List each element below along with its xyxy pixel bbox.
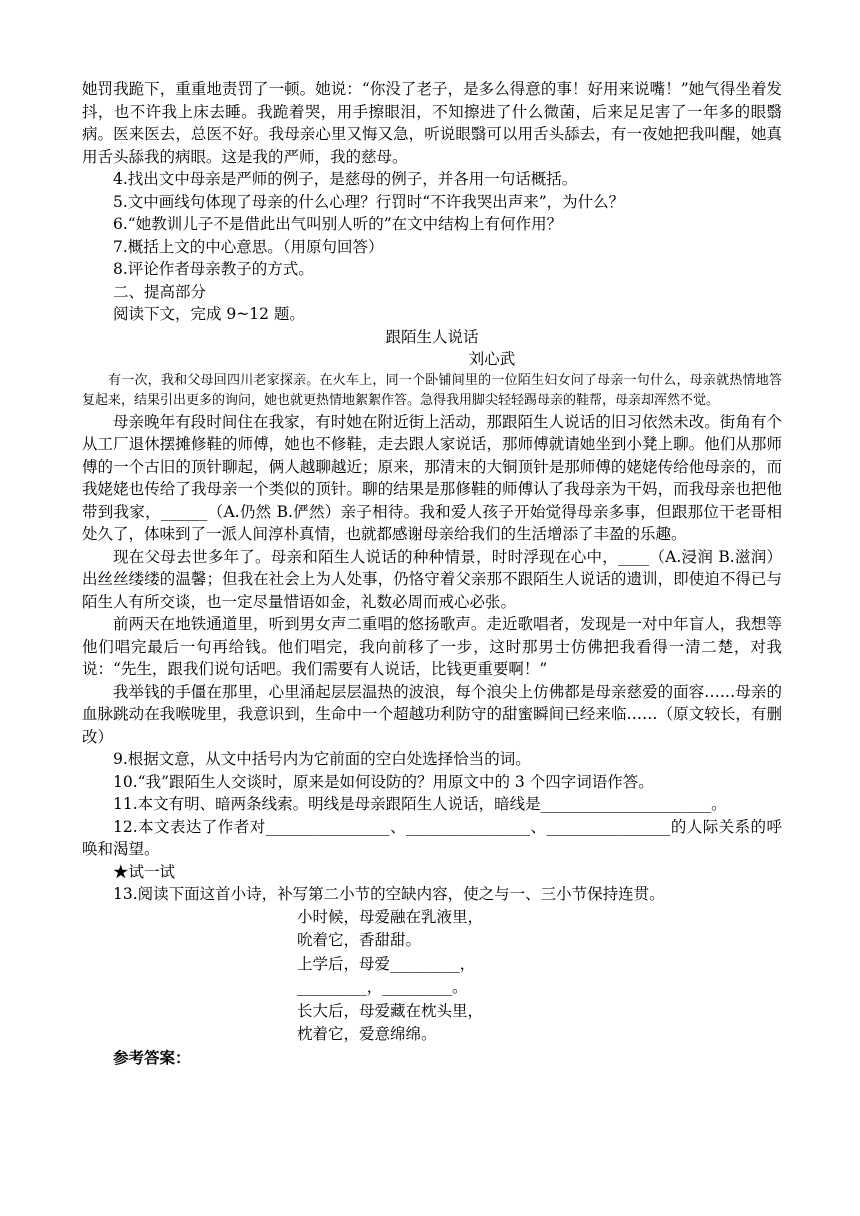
poem-line: 长大后，母爱藏在枕头里， — [297, 1001, 484, 1020]
question-13: 13.阅读下面这首小诗，补写第二小节的空缺内容，使之与一、三小节保持连贯。 — [113, 885, 665, 903]
question-6: 6.“她教训儿子不是借此出气叫别人听的”在文中结构上有何作用？ — [113, 215, 563, 233]
poem-line: 吮着它，香甜甜。 — [297, 931, 422, 949]
answer-heading: 参考答案： — [113, 1047, 191, 1067]
passage-paragraph: 她罚我跪下，重重地责罚了一顿。她说：“你没了老子，是多么得意的事！好用来说嘴！”她气得坐着发抖，也不许我上床去睡。我跪着哭，用手擦眼泪，不知擦进了什么微菌，后来足足害了一年多的眼翳病。医来医去，总医不好。我母亲心里又悔又急，听说眼翳可以用舌头舔去，有一夜她把我叫醒，她真用舌头舔我的病眼。这是我的严师，我的慈母。 — [82, 80, 782, 166]
question-4: 4.找出文中母亲是严师的例子，是慈母的例子，并各用一句话概括。 — [113, 170, 578, 188]
question-9: 9.根据文意，从文中括号内为它前面的空白处选择恰当的词。 — [113, 750, 531, 768]
article-paragraph: 现在父母去世多年了。母亲和陌生人说话的种种情景，时时浮现在心中，____（A.浸润 B.滋润）出丝丝缕缕的温馨；但我在社会上为人处事，仍恪守着父亲那不跟陌生人说话的遗训，即使迫不得已与陌生人有所交谈，也一定尽量惜语如金，礼数必周而戒心必张。 — [82, 547, 782, 611]
question-11: 11.本文有明、暗两条线索。明线是母亲跟陌生人说话，暗线是______________________。 — [113, 795, 727, 813]
poem-line: 小时候，母爱融在乳液里， — [297, 907, 484, 926]
question-12: 12.本文表达了作者对________________、________________、________________的人际关系的呼唤和渴望。 — [82, 817, 782, 858]
article-paragraph: 我举钱的手僵在那里，心里涌起层层温热的波浪，每个浪尖上仿佛都是母亲慈爱的面容……母亲的血脉跳动在我喉咙里，我意识到，生命中一个超越功利防守的甜蜜瞬间已经来临……（原文较长，有删改） — [82, 682, 782, 746]
section-heading: 二、提高部分 — [113, 282, 207, 301]
question-8: 8.评论作者母亲教子的方式。 — [113, 260, 314, 278]
article-paragraph: 前两天在地铁通道里，听到男女声二重唱的悠扬歌声。走近歌唱者，发现是一对中年盲人，我想等他们唱完最后一句再给钱。他们唱完，我向前移了一步，这时那男士仿佛把我看得一清二楚，对我说：“先生，跟我们说句话吧。我们需要有人说话，比钱更重要啊！” — [82, 615, 782, 678]
poem-line: _________，_________。 — [297, 978, 468, 996]
article-paragraph-small: 有一次，我和父母回四川老家探亲。在火车上，同一个卧铺间里的一位陌生妇女问了母亲一句什么，母亲就热情地答复起来，结果引出更多的询问，她也就更热情地絮絮作答。急得我用脚尖轻轻踢母亲的鞋帮，母亲却浑然不觉。 — [82, 372, 782, 408]
poem-line: 上学后，母爱_________， — [297, 954, 476, 973]
poem-line: 枕着它，爱意绵绵。 — [297, 1025, 437, 1043]
document-page — [82, 78, 782, 1069]
article-paragraph: 母亲晚年有段时间住在我家，有时她在附近街上活动，那跟陌生人说话的旧习依然未改。街角有个从工厂退休摆摊修鞋的师傅，她也不修鞋，走去跟人家说话，那师傅就请她坐到小凳上聊。他们从那师傅的一个古旧的顶针聊起，俩人越聊越近；原来，那清末的大铜顶针是那师傅的姥姥传给他母亲的，而我姥姥也传给了我母亲一个类似的顶针。聊的结果是那修鞋的师傅认了我母亲为干妈，而我母亲也把他带到我家，______（A.仍然 B.俨然）亲子相待。我和爱人孩子开始觉得母亲多事，但跟那位干老哥相处久了，体味到了一派人间淳朴真情，也就都感谢母亲给我们的生活增添了丰盈的乐趣。 — [82, 412, 782, 543]
question-10: 10.“我”跟陌生人交谈时，原来是如何设防的？用原文中的 3 个四字词语作答。 — [113, 772, 654, 791]
question-5: 5.文中画线句体现了母亲的什么心理？行罚时“不许我哭出声来”，为什么？ — [113, 192, 625, 211]
try-heading: ★试一试 — [113, 862, 176, 881]
article-author: 刘心武 — [468, 350, 516, 368]
section-instruction: 阅读下文，完成 9~12 题。 — [113, 305, 305, 323]
article-title: 跟陌生人说话 — [385, 327, 479, 346]
question-7: 7.概括上文的中心意思。（用原句回答） — [113, 237, 384, 256]
